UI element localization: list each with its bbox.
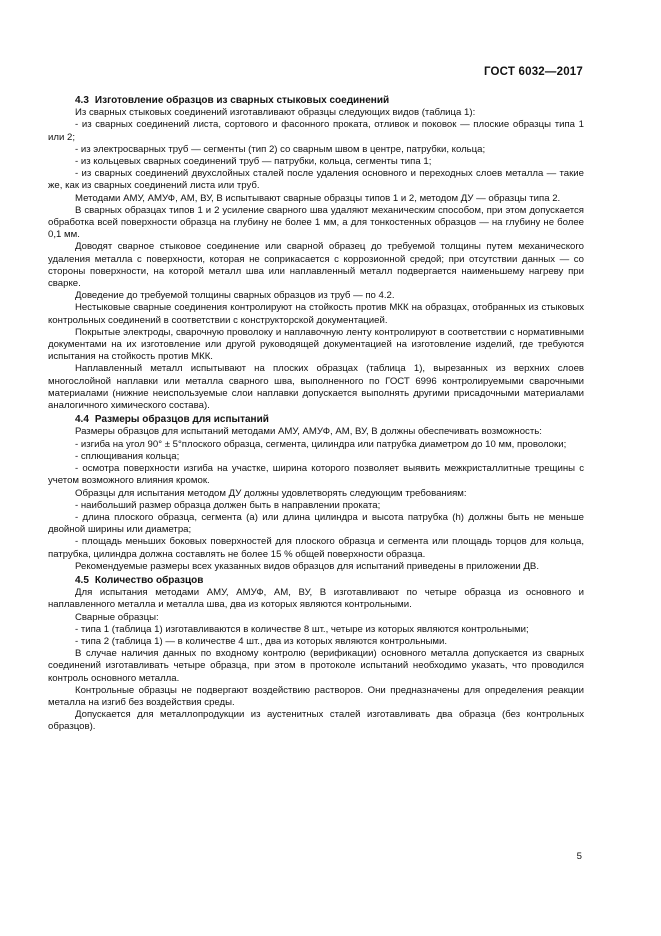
- paragraph: - длина плоского образца, сегмента (a) или длина цилиндра и высота патрубка (h) должны быть не меньше двойной ширины или диаметра;: [48, 511, 584, 536]
- document-body: [48, 93, 584, 734]
- paragraph: Образцы для испытания методом ДУ должны удовлетворять следующим требованиям:: [75, 487, 467, 499]
- section-heading: [48, 414, 584, 426]
- section-title: Количество образцов: [94, 574, 204, 586]
- paragraph: Рекомендуемые размеры всех указанных видов образцов для испытаний приведены в приложении ДВ.: [75, 560, 539, 572]
- paragraph: - из сварных соединений листа, сортового и фасонного проката, отливок и поковок — плоские образцы типа 1 или 2;: [48, 119, 584, 143]
- paragraph: В сварных образцах типов 1 и 2 усиление сварного шва удаляют механическим способом, при этом допускается обработка всей поверхности образца на глубину не более 1 мм, а для тонкостенных образцов — на глубину не более 0,1 мм.: [48, 204, 584, 241]
- section-number: 4.3: [75, 95, 89, 106]
- paragraph: - типа 2 (таблица 1) — в количестве 4 шт., два из которых являются контрольными.: [75, 635, 448, 647]
- paragraph: - типа 1 (таблица 1) изготавливаются в количестве 8 шт., четыре из которых являются контрольными;: [75, 623, 529, 635]
- paragraph: Нестыковые сварные соединения контролируют на стойкость против МКК на образцах, отобранных из стыковых контрольных соединений в соответствии с конструкторской документацией.: [48, 302, 584, 326]
- paragraph: Сварные образцы:: [75, 611, 159, 623]
- section-title: Изготовление образцов из сварных стыковых соединений: [94, 95, 390, 106]
- paragraph: Для испытания методами АМУ, АМУФ, АМ, ВУ, В изготавливают по четыре образца из основного и наплавленного металла и металла шва, два из которых являются контрольными.: [48, 587, 584, 611]
- section-heading: [48, 95, 584, 107]
- paragraph: Покрытые электроды, сварочную проволоку и наплавочную ленту контролируют в соответствии с нормативными документами на их изготовление или другой руководящей документацией на изготовление изделий, где требуются испытания на стойкость против МКК.: [48, 326, 584, 363]
- section-number: 4.4: [75, 414, 89, 426]
- paragraph: Доводят сварное стыковое соединение или сварной образец до требуемой толщины путем механического удаления металла с поверхности, которая не соприкасается с коррозионной средой; при отсутствии данных — со стороны поверхности, на которой металл шва или наплавленный металл подвергается наименьшему нагреву при сварке.: [48, 241, 584, 290]
- paragraph: Из сварных стыковых соединений изготавливают образцы следующих видов (таблица 1):: [75, 107, 476, 119]
- paragraph: - осмотра поверхности изгиба на участке, ширина которого позволяет выявить межкристаллитные трещины с учетом возможного влияния кромок.: [48, 463, 584, 487]
- paragraph: В случае наличия данных по входному контролю (верификации) основного металла допускается из сварных соединений изготавливать четыре образца, при этом в протоколе испытаний необходимо указать, что проводился контроль основного металла.: [48, 648, 584, 684]
- paragraph: - из кольцевых сварных соединений труб — патрубки, кольца, сегменты типа 1;: [75, 156, 432, 168]
- paragraph: - сплющивания кольца;: [75, 450, 180, 462]
- paragraph: Размеры образцов для испытаний методами АМУ, АМУФ, АМ, ВУ, В должны обеспечивать возможность:: [75, 426, 542, 438]
- section-heading: [48, 575, 584, 587]
- paragraph: - наибольший размер образца должен быть в направлении проката;: [75, 499, 381, 511]
- page-number: 5: [576, 851, 582, 862]
- paragraph: - изгиба на угол 90° ± 5°плоского образца, сегмента, цилиндра или патрубка диаметром до 10 мм, проволоки;: [75, 438, 567, 450]
- paragraph: Допускается для металлопродукции из аустенитных сталей изготавливать два образца (без контрольных образцов).: [48, 709, 584, 733]
- paragraph: Доведение до требуемой толщины сварных образцов из труб — по 4.2.: [75, 290, 395, 302]
- section-number: 4.5: [75, 574, 89, 586]
- paragraph: - из электросварных труб — сегменты (тип 2) со сварным швом в центре, патрубки, кольца;: [75, 143, 486, 155]
- paragraph: - из сварных соединений двухслойных сталей после удаления основного и переходных слоев металла — такие же, как из сварных соединений листа или труб.: [48, 168, 584, 192]
- standard-header: ГОСТ 6032—2017: [483, 66, 583, 78]
- paragraph: Методами АМУ, АМУФ, АМ, ВУ, В испытывают сварные образцы типов 1 и 2, методом ДУ — образцы типа 2.: [75, 192, 561, 204]
- paragraph: Контрольные образцы не подвергают воздействию растворов. Они предназначены для определения реакции металла на изгиб без воздействия среды.: [48, 684, 584, 708]
- section-title: Размеры образцов для испытаний: [94, 414, 269, 426]
- paragraph: - площадь меньших боковых поверхностей для плоского образца и сегмента или площадь торцов для кольца, патрубка, цилиндра должна составлять не более 15 % общей поверхности образца.: [48, 536, 584, 560]
- paragraph: Наплавленный металл испытывают на плоских образцах (таблица 1), вырезанных из верхних слоев многослойной наплавки или металла сварного шва, выполненного по ГОСТ 6996 контролируемыми сварочными материалами (нижние неиспользуемые слои наплавки допускается выполнять другими присадочными материалами аналогичного химического состава).: [48, 363, 584, 412]
